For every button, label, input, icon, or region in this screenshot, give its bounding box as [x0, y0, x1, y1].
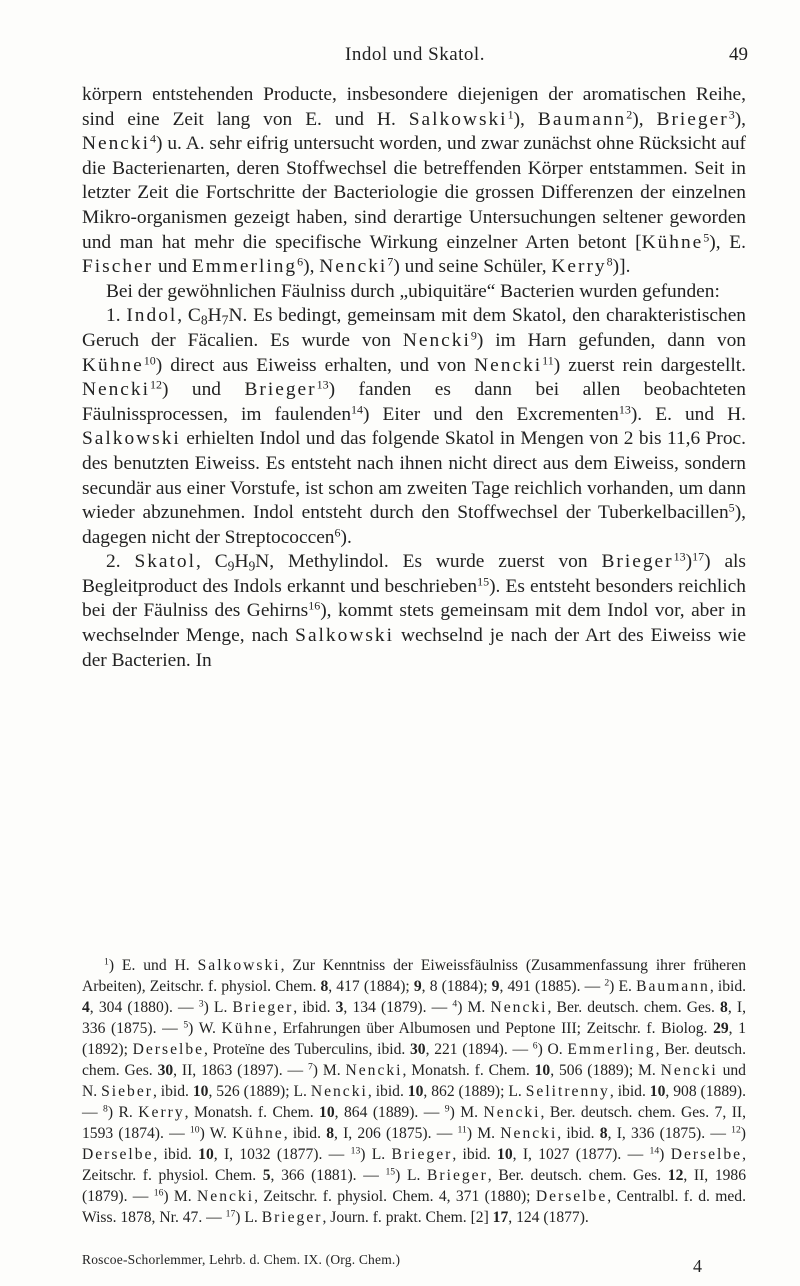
page-number: 49 — [729, 44, 748, 65]
footnote-11: $^{11}$) M. Nencki, ibid. 8, I, 336 (1875). — — [457, 1124, 732, 1142]
footnote-16: $^{16}$) M. Nencki, Zeitschr. f. physiol. Chem. 4, 371 (1880); Derselbe, Centralbl. f. d. med. Wiss. 1878, Nr. 47. — — [82, 1187, 746, 1226]
book-imprint: Roscoe-Schorlemmer, Lehrb. d. Chem. IX. (Org. Chem.) — [82, 1252, 401, 1267]
term-skatol: Skatol — [134, 551, 196, 573]
footnote-9: $^9$) M. Nencki, Ber. deutsch. chem. Ges. 7, II, 1593 (1874). — — [82, 1103, 746, 1142]
footnote-5: $^5$) W. Kühne, Erfahrungen über Albumosen und Peptone III; Zeitschr. f. Biolog. 29, 1 (1892); Derselbe, Proteïne des Tuberculins, ibid. 30, 221 (1894). — — [82, 1019, 746, 1058]
footnotes — [82, 955, 746, 1228]
footnote-10: $^{10}$) W. Kühne, ibid. 8, I, 206 (1875). — — [189, 1124, 458, 1142]
footnote-block — [82, 955, 746, 1228]
footnote-7: $^7$) M. Nencki, Monatsh. f. Chem. 10, 506 (1889); M. Nencki und N. Sieber, ibid. 10, 526 (1889); L. Nencki, ibid. 10, 862 (1889); L. Selitrenny, ibid. 10, 908 (1889). — — [82, 1061, 747, 1121]
footnote-1: $^1$) E. und H. Salkowski, Zur Kenntniss der Eiweissfäulniss (Zusammenfassung ihrer früheren Arbeiten), Zeitschr. f. physiol. Chem. 8, 417 (1884); 9, 8 (1884); 9, 491 (1885). — — [82, 956, 746, 995]
paragraph-aromatic-products: körpern entstehenden Producte, insbesondere diejenigen der aromatischen Reihe, sind eine Zeit lang von E. und H. Salkowski$^1$), Baumann$^2$), Brieger$^3$), Nencki$^4$) u. A. sehr eifrig untersucht worden, und zwar zunächst ohne Rücksicht auf die Bacterienarten, deren Stoffwechsel die betreffenden Körper entstammen. Seit in letzter Zeit die Fortschritte der Bacteriologie die grossen Differenzen der einzelnen Mikro-organismen gezeigt haben, sind derartige Untersuchungen seltener geworden und man hat mehr die specifische Wirkung einzelner Arten betont [Kühne$^5$), E. Fischer und Emmerling$^6$), Nencki$^7$) und seine Schüler, Kerry$^8$)]. — [82, 84, 747, 278]
footnote-13: $^{13}$) L. Brieger, ibid. 10, I, 1027 (1877). — — [350, 1145, 650, 1163]
footnote-4: $^4$) M. Nencki, Ber. deutsch. chem. Ges. 8, I, 336 (1875). — — [82, 998, 746, 1037]
main-text — [82, 83, 746, 673]
paragraph-skatol: 2. Skatol, $C_9H_9N$, Methylindol. Es wurde zuerst von Brieger$^{13}$)$^{17}$) als Begleitproduct des Indols erkannt und beschrieben$^{15}$). Es entsteht besonders reichlich bei der Fäulniss des Gehirns$^{16}$), kommt stets gemeinsam mit dem Indol vor, aber in wechselnder Menge, nach Salkowski wechselnd je nach der Art des Eiweiss wie der Bacterien. In — [82, 549, 746, 671]
footnote-12: $^{12}$) Derselbe, ibid. 10, I, 1032 (1877). — — [82, 1124, 746, 1163]
footnote-17: $^{17}$) L. Brieger, Journ. f. prakt. Chem. [2] 17, 124 (1877). — [225, 1208, 589, 1226]
term-indol: Indol — [126, 305, 178, 327]
page-footer — [82, 1252, 746, 1274]
footnote-6: $^6$) O. Emmerling, Ber. deutsch. chem. Ges. 30, II, 1863 (1897). — — [82, 1040, 746, 1079]
footnote-14: $^{14}$) Derselbe, Zeitschr. f. physiol. Chem. 5, 366 (1881). — — [82, 1145, 747, 1184]
footnote-15: $^{15}$) L. Brieger, Ber. deutsch. chem. Ges. 12, II, 1986 (1879). — — [82, 1166, 747, 1205]
running-header — [82, 44, 748, 68]
paragraph-indol: 1. Indol, $C_8H_7N$. Es bedingt, gemeinsam mit dem Skatol, den charakteristischen Geruch der Fäcalien. Es wurde von Nencki$^9$) im Harn gefunden, dann von Kühne$^{10}$) direct aus Eiweiss erhalten, und von Nencki$^{11}$) zuerst rein dargestellt. Nencki$^{12}$) und Brieger$^{13}$) fanden es dann bei allen beobachteten Fäulnissprocessen, im faulenden$^{14}$) Eiter und den Excrementen$^{13}$). E. und H. Salkowski erhielten Indol und das folgende Skatol in Mengen von 2 bis 11,6 Proc. des benutzten Eiweiss. Es entsteht nach ihnen nicht direct aus dem Eiweiss, sondern secundär aus einer Vorstufe, ist schon am zweiten Tage reichlich vorhanden, um dann wieder abzunehmen. Indol entsteht durch den Stoffwechsel der Tuberkelbacillen$^5$), dagegen nicht der Streptococcen$^6$). — [82, 305, 747, 548]
footnote-3: $^3$) L. Brieger, ibid. 3, 134 (1879). — — [198, 998, 453, 1016]
footnote-8: $^8$) R. Kerry, Monatsh. f. Chem. 10, 864 (1889). — — [103, 1103, 445, 1121]
sheet-signature: 4 — [693, 1256, 702, 1276]
footnote-2: $^2$) E. Baumann, ibid. 4, 304 (1880). — — [82, 977, 747, 1016]
paragraph-intro: Bei der gewöhnlichen Fäulniss durch „ubiquitäre“ Bacterien wurden gefunden: — [106, 280, 720, 302]
running-title: Indol und Skatol. — [345, 44, 485, 65]
